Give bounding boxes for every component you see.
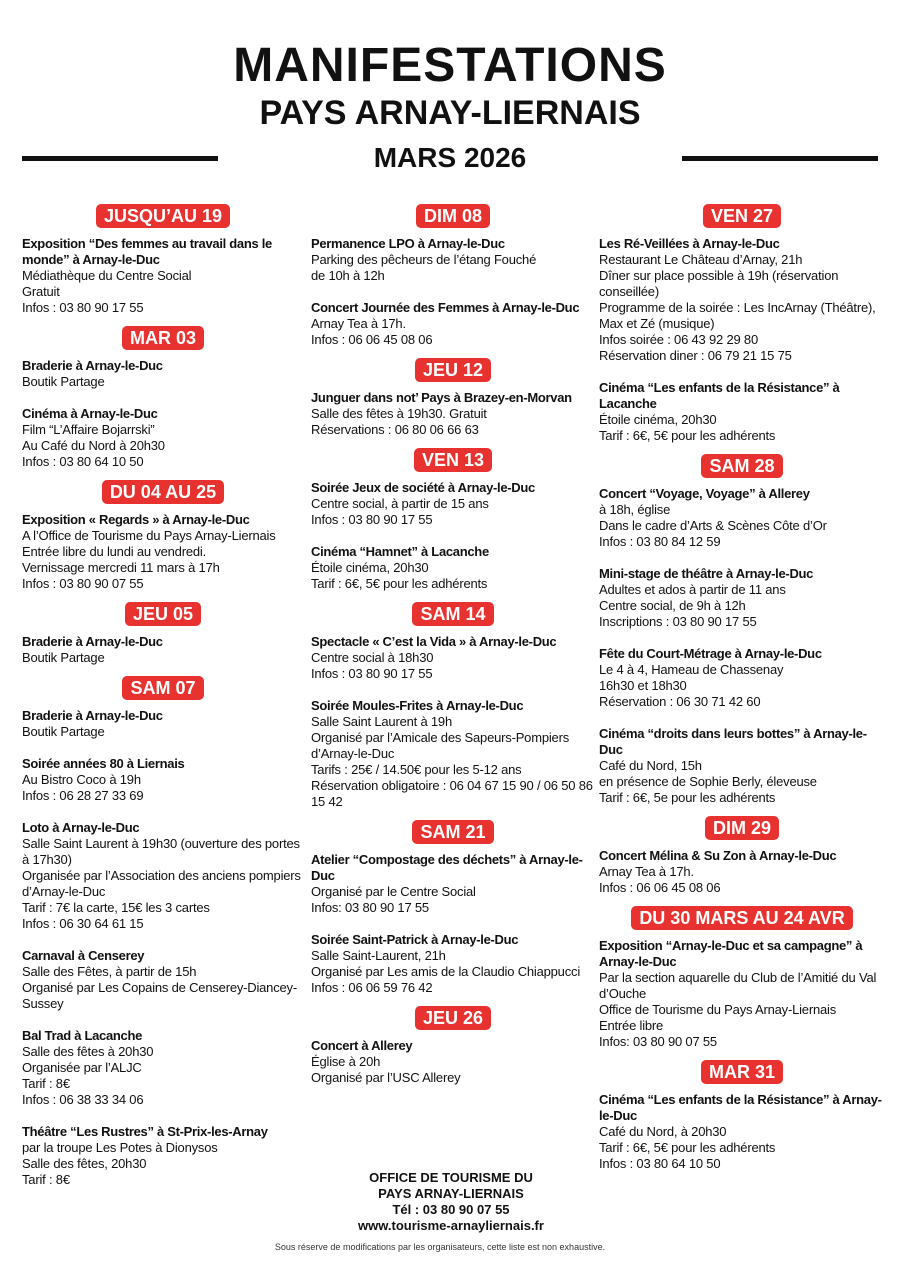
date-badge: SAM 21 [412,820,493,844]
event-item [22,820,304,932]
event-detail: Étoile cinéma, 20h30 [599,412,717,427]
date-badge: DIM 08 [416,204,490,228]
event-title: Fête du Court-Métrage à Arnay-le-Duc [599,646,822,661]
date-badge: VEN 13 [414,448,492,472]
event-detail: Infos : 03 80 90 17 55 [22,300,144,315]
date-badge: SAM 07 [122,676,203,700]
event-item [599,380,885,444]
event-item [22,634,304,666]
office-line-1: OFFICE DE TOURISME DU [369,1170,533,1185]
event-title: Soirée années 80 à Liernais [22,756,185,771]
date-badge: DU 30 MARS AU 24 AVR [631,906,852,930]
event-detail: Arnay Tea à 17h. [311,316,406,331]
event-detail: Tarif : 6€, 5€ pour les adhérents [599,1140,776,1155]
event-detail: Boutik Partage [22,374,105,389]
event-title: Théâtre “Les Rustres” à St-Prix-les-Arnay [22,1124,268,1139]
event-detail: Restaurant Le Château d’Arnay, 21h [599,252,803,267]
event-detail: Organisé par l’USC Allerey [311,1070,461,1085]
office-line-2: PAYS ARNAY-LIERNAIS [378,1186,524,1201]
event-title: Exposition « Regards » à Arnay-le-Duc [22,512,250,527]
event-detail: Salle Saint Laurent à 19h [311,714,452,729]
event-detail: Infos: 03 80 90 07 55 [599,1034,717,1049]
event-detail: Tarif : 6€, 5€ pour les adhérents [599,428,776,443]
event-title: Concert Mélina & Su Zon à Arnay-le-Duc [599,848,837,863]
event-detail: Infos : 03 80 90 17 55 [311,666,433,681]
event-detail: Vernissage mercredi 11 mars à 17h [22,560,220,575]
event-item [22,708,304,740]
day-group [311,820,595,996]
day-group [22,326,304,470]
event-title: Bal Trad à Lacanche [22,1028,143,1043]
event-detail: Au Café du Nord à 20h30 [22,438,165,453]
event-detail: 16h30 et 18h30 [599,678,687,693]
event-detail: Programme de la soirée : Les IncArnay (Théâtre), Max et Zé (musique) [599,300,876,331]
event-detail: Infos : 03 80 84 12 59 [599,534,721,549]
event-detail: Par la section aquarelle du Club de l’Amitié du Val d’Ouche [599,970,877,1001]
event-item [311,1038,595,1086]
event-detail: Le 4 à 4, Hameau de Chassenay [599,662,784,677]
event-title: Les Ré-Veillées à Arnay-le-Duc [599,236,780,251]
column-3 [599,204,885,1182]
event-detail: Tarif : 6€, 5€ pour les adhérents [311,576,488,591]
event-detail: Église à 20h [311,1054,381,1069]
event-item [599,1092,885,1172]
event-detail: Parking des pêcheurs de l’étang Fouché [311,252,537,267]
event-detail: Gratuit [22,284,60,299]
event-detail: Café du Nord, 15h [599,758,702,773]
page-subtitle: PAYS ARNAY-LIERNAIS [259,94,641,132]
day-group [311,204,595,348]
event-title: Soirée Saint-Patrick à Arnay-le-Duc [311,932,519,947]
day-group [22,480,304,592]
date-badge: MAR 31 [701,1060,783,1084]
event-title: Cinéma “droits dans leurs bottes” à Arnay-le-Duc [599,726,867,757]
event-detail: Réservation diner : 06 79 21 15 75 [599,348,792,363]
event-item [599,848,885,896]
date-badge: MAR 03 [122,326,204,350]
day-group [22,676,304,1188]
event-detail: Salle Saint Laurent à 19h30 (ouverture des portes à 17h30) [22,836,300,867]
event-detail: Infos : 03 80 90 17 55 [311,512,433,527]
event-item [22,512,304,592]
event-detail: Étoile cinéma, 20h30 [311,560,429,575]
date-badge: JEU 12 [415,358,491,382]
event-detail: Centre social, de 9h à 12h [599,598,746,613]
event-detail: Salle Saint-Laurent, 21h [311,948,446,963]
event-title: Exposition “Arnay-le-Duc et sa campagne” à Arnay-le-Duc [599,938,863,969]
event-item [22,756,304,804]
event-item [22,358,304,390]
event-title: Permanence LPO à Arnay-le-Duc [311,236,505,251]
page-title: MANIFESTATIONS [233,39,667,92]
day-group [599,906,885,1050]
event-detail: par la troupe Les Potes à Dionysos [22,1140,218,1155]
event-title: Cinéma “Hamnet” à Lacanche [311,544,489,559]
date-badge: JEU 05 [125,602,201,626]
event-detail: Infos soirée : 06 43 92 29 80 [599,332,758,347]
event-detail: Infos: 03 80 90 17 55 [311,900,429,915]
event-detail: Café du Nord, à 20h30 [599,1124,727,1139]
event-item [311,698,595,810]
event-detail: Tarif : 8€ [22,1076,70,1091]
event-detail: Salle des Fêtes, à partir de 15h [22,964,197,979]
event-detail: Organisé par Les amis de la Claudio Chiappucci [311,964,581,979]
date-badge: DU 04 AU 25 [102,480,224,504]
date-badge: JUSQU’AU 19 [96,204,230,228]
event-item [311,634,595,682]
event-item [22,236,304,316]
event-detail: Tarif : 7€ la carte, 15€ les 3 cartes [22,900,210,915]
event-item [22,1028,304,1108]
event-detail: Organisé par l’Amicale des Sapeurs-Pompiers d’Arnay-le-Duc [311,730,570,761]
event-item [311,932,595,996]
event-detail: Infos : 06 06 45 08 06 [311,332,433,347]
day-group [599,816,885,896]
day-group [311,358,595,438]
event-detail: Entrée libre du lundi au vendredi. [22,544,206,559]
event-item [311,300,595,348]
event-detail: Au Bistro Coco à 19h [22,772,141,787]
tourist-office-block [311,1170,591,1234]
page-month: MARS 2026 [373,142,527,173]
event-title: Loto à Arnay-le-Duc [22,820,140,835]
event-detail: Salle des fêtes à 20h30 [22,1044,154,1059]
event-item [311,390,595,438]
event-item [599,566,885,630]
event-detail: en présence de Sophie Berly, éleveuse [599,774,817,789]
day-group [311,448,595,592]
date-badge: DIM 29 [705,816,779,840]
column-2 [311,204,595,1096]
event-detail: Infos : 06 38 33 34 06 [22,1092,144,1107]
event-detail: Réservation : 06 30 71 42 60 [599,694,761,709]
event-title: Cinéma “Les enfants de la Résistance” à Arnay-le-Duc [599,1092,882,1123]
event-detail: Médiathèque du Centre Social [22,268,192,283]
event-title: Soirée Jeux de société à Arnay-le-Duc [311,480,535,495]
event-detail: Infos : 03 80 64 10 50 [22,454,144,469]
event-title: Junguer dans not’ Pays à Brazey-en-Morvan [311,390,572,405]
event-detail: Entrée libre [599,1018,664,1033]
date-badge: SAM 14 [412,602,493,626]
day-group [22,602,304,666]
event-detail: Adultes et ados à partir de 11 ans [599,582,786,597]
event-detail: Réservations : 06 80 06 66 63 [311,422,479,437]
event-detail: Tarif : 6€, 5e pour les adhérents [599,790,776,805]
event-title: Cinéma “Les enfants de la Résistance” à Lacanche [599,380,840,411]
event-title: Braderie à Arnay-le-Duc [22,634,163,649]
day-group [311,1006,595,1086]
event-item [311,236,595,284]
event-item [599,726,885,806]
event-detail: Réservation obligatoire : 06 04 67 15 90 / 06 50 86 15 42 [311,778,593,809]
event-detail: Tarif : 8€ [22,1172,70,1187]
event-detail: Salle des fêtes à 19h30. Gratuit [311,406,487,421]
event-detail: Dans le cadre d’Arts & Scènes Côte d’Or [599,518,827,533]
office-website[interactable]: www.tourisme-arnayliernais.fr [358,1218,544,1233]
day-group [22,204,304,316]
event-item [599,938,885,1050]
event-detail: Arnay Tea à 17h. [599,864,694,879]
event-detail: Infos : 03 80 90 07 55 [22,576,144,591]
event-detail: Organisé par le Centre Social [311,884,476,899]
event-title: Concert “Voyage, Voyage” à Allerey [599,486,810,501]
event-detail: Boutik Partage [22,724,105,739]
event-item [22,948,304,1012]
event-detail: Boutik Partage [22,650,105,665]
event-title: Mini-stage de théâtre à Arnay-le-Duc [599,566,814,581]
event-item [311,480,595,528]
event-item [599,646,885,710]
event-detail: Film “L’Affaire Bojarrski” [22,422,155,437]
event-title: Braderie à Arnay-le-Duc [22,708,163,723]
office-phone: Tél : 03 80 90 07 55 [392,1202,510,1217]
event-detail: Inscriptions : 03 80 90 17 55 [599,614,757,629]
event-detail: Centre social, à partir de 15 ans [311,496,489,511]
event-item [599,236,885,364]
date-badge: VEN 27 [703,204,781,228]
event-item [22,406,304,470]
event-detail: Infos : 06 06 45 08 06 [599,880,721,895]
day-group [599,454,885,806]
event-detail: Infos : 06 30 64 61 15 [22,916,144,931]
event-item [311,852,595,916]
event-detail: de 10h à 12h [311,268,385,283]
date-badge: JEU 26 [415,1006,491,1030]
event-title: Soirée Moules-Frites à Arnay-le-Duc [311,698,524,713]
day-group [311,602,595,810]
event-detail: Office de Tourisme du Pays Arnay-Liernais [599,1002,836,1017]
event-item [599,486,885,550]
event-item [311,544,595,592]
disclaimer: Sous réserve de modifications par les organisateurs, cette liste est non exhaustive. [274,1242,606,1252]
event-detail: Salle des fêtes, 20h30 [22,1156,147,1171]
event-title: Concert à Allerey [311,1038,413,1053]
event-detail: Organisé par Les Copains de Censerey-Diancey-Sussey [22,980,297,1011]
event-title: Carnaval à Censerey [22,948,145,963]
event-detail: A l’Office de Tourisme du Pays Arnay-Liernais [22,528,276,543]
date-badge: SAM 28 [701,454,782,478]
event-title: Concert Journée des Femmes à Arnay-le-Duc [311,300,580,315]
event-detail: à 18h, église [599,502,671,517]
event-detail: Dîner sur place possible à 19h (réservation conseillée) [599,268,839,299]
event-detail: Tarifs : 25€ / 14.50€ pour les 5-12 ans [311,762,522,777]
event-title: Braderie à Arnay-le-Duc [22,358,163,373]
right-divider [682,156,878,161]
event-detail: Infos : 06 28 27 33 69 [22,788,144,803]
event-detail: Infos : 03 80 64 10 50 [599,1156,721,1171]
event-item [22,1124,304,1188]
event-title: Spectacle « C’est la Vida » à Arnay-le-Duc [311,634,557,649]
event-detail: Centre social à 18h30 [311,650,434,665]
day-group [599,1060,885,1172]
event-detail: Organisée par l’Association des anciens pompiers d’Arnay-le-Duc [22,868,301,899]
day-group [599,204,885,444]
event-detail: Organisée par l’ALJC [22,1060,142,1075]
event-title: Atelier “Compostage des déchets” à Arnay-le-Duc [311,852,583,883]
column-1 [22,204,304,1198]
event-title: Cinéma à Arnay-le-Duc [22,406,158,421]
event-title: Exposition “Des femmes au travail dans le monde” à Arnay-le-Duc [22,236,272,267]
event-detail: Infos : 06 06 59 76 42 [311,980,433,995]
